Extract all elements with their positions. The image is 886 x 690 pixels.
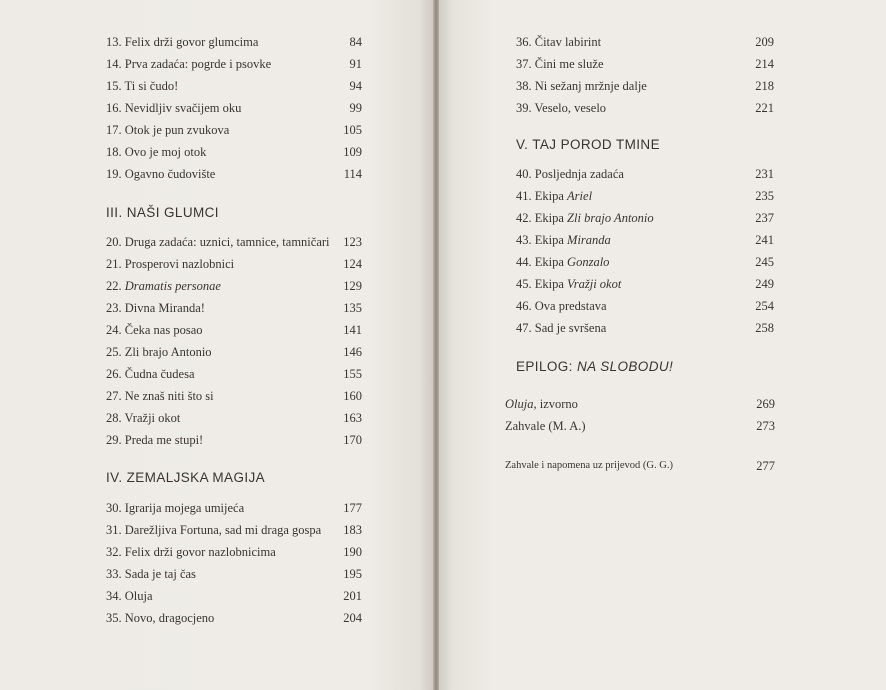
entry-title: 31. Darežljiva Fortuna, sad mi draga gospa [106, 523, 322, 537]
entry-title: 20. Druga zadaća: uznici, tamnice, tamničari [106, 235, 330, 249]
entry-title: Zahvale i napomena uz prijevod (G. G.) [505, 460, 673, 471]
entry-title: 39. Veselo, veselo [516, 101, 607, 115]
entry-page: 129 [343, 279, 362, 293]
entry-page: 221 [755, 101, 774, 115]
entry-page: 277 [756, 459, 775, 473]
entry-title: 44. Ekipa Gonzalo [516, 255, 610, 269]
entry-title: 33. Sada je taj čas [106, 567, 196, 581]
section-heading: III. NAŠI GLUMCI [106, 205, 219, 220]
entry-page: 105 [343, 123, 362, 137]
entry-title: 36. Čitav labirint [516, 35, 602, 49]
entry-title: 45. Ekipa Vražji okot [516, 277, 622, 291]
entry-page: 249 [755, 277, 774, 291]
entry-page: 209 [755, 35, 774, 49]
section-heading: V. TAJ POROD TMINE [516, 137, 660, 152]
entry-title: Oluja, izvorno [505, 397, 578, 411]
entry-page: 254 [755, 299, 774, 313]
section-heading: EPILOG: NA SLOBODU! [516, 359, 674, 374]
entry-title: 41. Ekipa Ariel [516, 189, 593, 203]
right-page [439, 0, 886, 690]
entry-page: 160 [343, 389, 362, 403]
entry-title: 29. Preda me stupi! [106, 433, 204, 447]
entry-title: 27. Ne znaš niti što si [106, 389, 214, 403]
entry-page: 170 [343, 433, 362, 447]
entry-page: 141 [343, 323, 362, 337]
entry-page: 155 [343, 367, 362, 381]
entry-page: 114 [343, 167, 362, 181]
entry-page: 269 [756, 397, 775, 411]
entry-title: 19. Ogavno čudovište [106, 167, 216, 181]
entry-page: 190 [343, 545, 362, 559]
entry-title: 38. Ni sežanj mržnje dalje [516, 79, 647, 93]
entry-title: 15. Ti si čudo! [106, 79, 179, 93]
entry-page: 163 [343, 411, 362, 425]
entry-title: 16. Nevidljiv svačijem oku [106, 101, 242, 115]
entry-page: 99 [349, 101, 362, 115]
entry-title: 40. Posljednja zadaća [516, 167, 624, 181]
entry-page: 94 [349, 79, 362, 93]
entry-page: 201 [343, 589, 362, 603]
entry-title: 25. Zli brajo Antonio [106, 345, 212, 359]
entry-page: 273 [756, 419, 775, 433]
entry-title: 32. Felix drži govor nazlobnicima [106, 545, 276, 559]
entry-page: 218 [755, 79, 774, 93]
entry-title: 22. Dramatis personae [106, 279, 221, 293]
entry-title: 28. Vražji okot [106, 411, 181, 425]
section-heading: IV. ZEMALJSKA MAGIJA [106, 470, 266, 485]
entry-page: 195 [343, 567, 362, 581]
entry-title: 30. Igrarija mojega umijeća [106, 501, 245, 515]
entry-title: 46. Ova predstava [516, 299, 607, 313]
entry-title: 17. Otok je pun zvukova [106, 123, 230, 137]
left-page [0, 0, 433, 690]
entry-title: 13. Felix drži govor glumcima [106, 35, 259, 49]
entry-page: 123 [343, 235, 362, 249]
entry-title: Zahvale (M. A.) [505, 419, 586, 433]
entry-page: 109 [343, 145, 362, 159]
entry-page: 135 [343, 301, 362, 315]
entry-page: 91 [349, 57, 362, 71]
entry-title: 23. Divna Miranda! [106, 301, 205, 315]
entry-title: 24. Čeka nas posao [106, 323, 203, 337]
entry-page: 146 [343, 345, 362, 359]
entry-title: 21. Prosperovi nazlobnici [106, 257, 235, 271]
entry-page: 177 [343, 501, 362, 515]
entry-page: 237 [755, 211, 774, 225]
entry-page: 231 [755, 167, 774, 181]
entry-page: 214 [755, 57, 774, 71]
entry-page: 84 [349, 35, 362, 49]
entry-page: 245 [755, 255, 774, 269]
entry-title: 18. Ovo je moj otok [106, 145, 207, 159]
entry-title: 34. Oluja [106, 589, 153, 603]
entry-title: 43. Ekipa Miranda [516, 233, 611, 247]
entry-title: 14. Prva zadaća: pogrde i psovke [106, 57, 272, 71]
entry-page: 183 [343, 523, 362, 537]
entry-title: 47. Sad je svršena [516, 321, 607, 335]
entry-title: 42. Ekipa Zli brajo Antonio [516, 211, 654, 225]
entry-page: 258 [755, 321, 774, 335]
entry-page: 204 [343, 611, 362, 625]
entry-title: 26. Čudna čudesa [106, 367, 195, 381]
entry-title: 37. Čini me služe [516, 57, 604, 71]
entry-page: 241 [755, 233, 774, 247]
entry-page: 124 [343, 257, 362, 271]
entry-title: 35. Novo, dragocjeno [106, 611, 215, 625]
entry-page: 235 [755, 189, 774, 203]
